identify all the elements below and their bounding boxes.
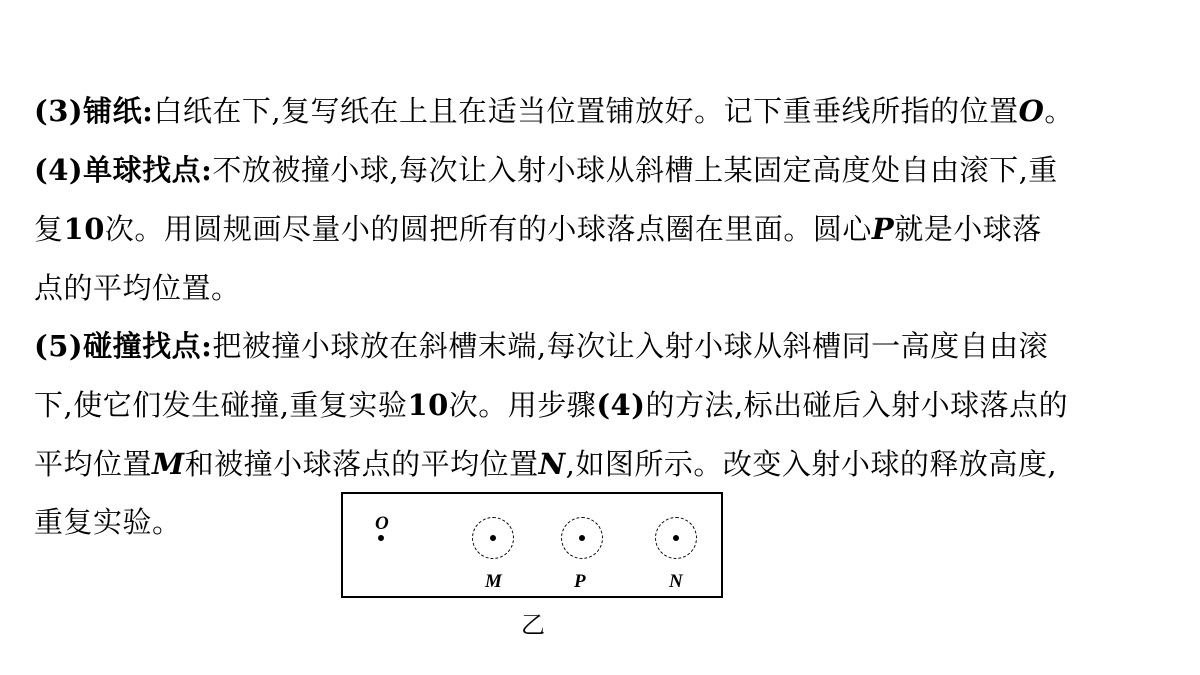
text-segment: 次。用圆规画尽量小的圆把所有的小球落点圈在里面。圆心 (104, 212, 872, 246)
point-n (673, 535, 679, 541)
text-segment: 。 (1044, 94, 1074, 128)
text-segment: 把被撞小球放在斜槽末端,每次让入射小球从斜槽同一高度自由滚 (212, 329, 1049, 363)
text-segment: 复 (34, 212, 64, 246)
point-label-o: O (1018, 94, 1045, 128)
step-number: (4) (34, 153, 84, 187)
point-m (490, 535, 496, 541)
figure-label-o: O (375, 513, 389, 534)
text-line (34, 150, 1058, 190)
landing-points-figure (341, 492, 723, 598)
step-heading: 碰撞找点: (83, 329, 213, 363)
number-text: 10 (407, 388, 449, 422)
text-segment: 就是小球落 (894, 212, 1042, 246)
step-heading: 单球找点: (83, 153, 213, 187)
text-line (34, 502, 182, 542)
step-heading: 铺纸: (83, 94, 154, 128)
text-segment: 和被撞小球落点的平均位置 (184, 447, 539, 481)
number-text: 10 (63, 212, 105, 246)
point-label-n: N (538, 447, 566, 481)
text-segment: 点的平均位置。 (34, 271, 241, 305)
text-segment: 重复实验。 (34, 505, 182, 539)
text-segment: 的方法,标出碰后入射小球落点的 (645, 388, 1069, 422)
text-line (34, 326, 1048, 366)
text-line (34, 444, 1057, 484)
point-label-p: P (871, 212, 895, 246)
text-segment: 平均位置 (34, 447, 153, 481)
text-segment: 不放被撞小球,每次让入射小球从斜槽上某固定高度处自由滚下,重 (212, 153, 1058, 187)
step-number: (5) (34, 329, 84, 363)
origin-point (378, 535, 384, 541)
figure-label-p: P (574, 571, 586, 592)
text-line (34, 209, 1042, 249)
figure-label-m: M (485, 571, 502, 592)
text-line (34, 91, 1074, 131)
step-number: (3) (34, 94, 84, 128)
text-segment: 白纸在下,复写纸在上且在适当位置铺放好。记下重垂线所指的位置 (153, 94, 1019, 128)
point-p (579, 535, 585, 541)
text-line (34, 268, 241, 308)
text-segment: 下,使它们发生碰撞,重复实验 (34, 388, 408, 422)
point-label-m: M (152, 447, 185, 481)
text-segment: ,如图所示。改变入射小球的释放高度, (565, 447, 1058, 481)
figure-caption: 乙 (521, 611, 545, 639)
text-segment: 次。用步骤 (448, 388, 597, 422)
text-line (34, 385, 1068, 425)
figure-label-n: N (669, 571, 683, 592)
step-reference: (4) (596, 388, 646, 422)
